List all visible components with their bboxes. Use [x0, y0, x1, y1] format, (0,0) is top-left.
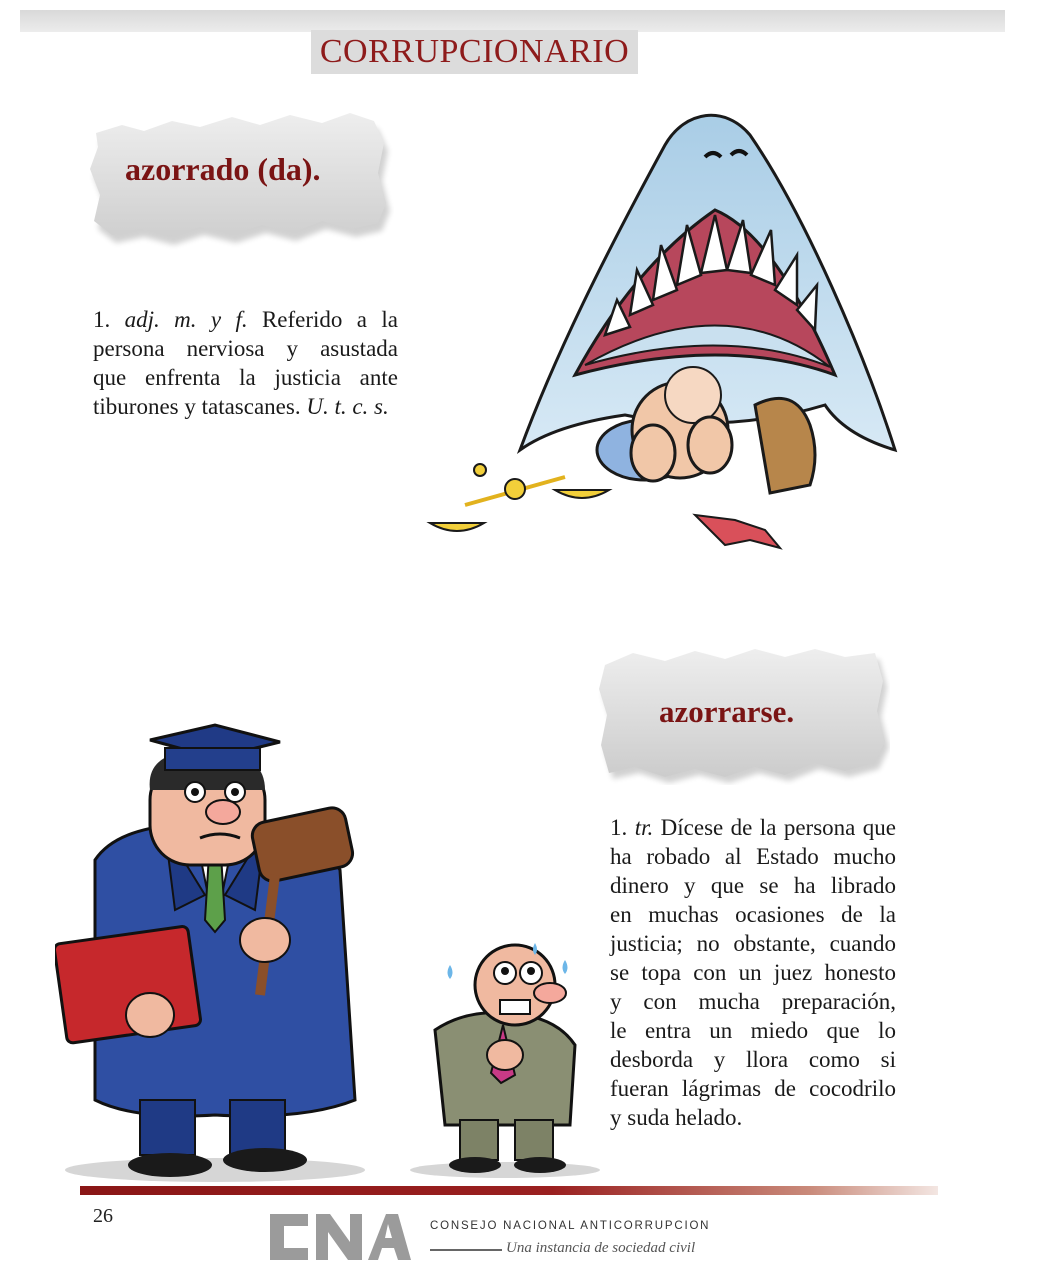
definition-text: y con mucha preparación,	[610, 989, 896, 1014]
definition-text: 1.	[93, 307, 125, 332]
page-header	[311, 30, 638, 74]
definition-line	[93, 305, 398, 334]
definition-line	[610, 1016, 896, 1045]
term-2: azorrarse.	[659, 694, 795, 729]
definition-line	[610, 813, 896, 842]
definition-text: Dícese de la persona que	[653, 815, 897, 840]
definition-text: le entra un miedo que lo	[610, 1018, 896, 1043]
definition-line	[93, 392, 398, 421]
definition-line	[610, 1045, 896, 1074]
tagline-divider	[430, 1249, 502, 1251]
definition-line	[610, 1074, 896, 1103]
footer-rule	[80, 1186, 938, 1195]
definition-text: se topa con un juez honesto	[610, 960, 896, 985]
cna-logo	[268, 1212, 413, 1262]
definition-line	[93, 363, 398, 392]
page-number: 26	[93, 1205, 113, 1227]
definition-2	[610, 813, 896, 1132]
definition-text: dinero y que se ha librado	[610, 873, 896, 898]
definition-line	[610, 842, 896, 871]
shark-illustration	[425, 105, 905, 555]
top-band	[20, 10, 1005, 32]
definition-text: tiburones y tatascanes.	[93, 394, 307, 419]
scared-man-illustration	[405, 935, 600, 1180]
definition-text: 1.	[610, 815, 635, 840]
definition-abbreviation: U. t. c. s.	[306, 394, 389, 419]
definition-abbreviation: tr.	[634, 815, 654, 840]
definition-text: ha robado al Estado mucho	[610, 844, 896, 869]
page-margin	[1005, 0, 1053, 1284]
tagline: Una instancia de sociedad civil	[506, 1240, 696, 1256]
definition-text: justicia; no obstante, cuando	[610, 931, 896, 956]
definition-line	[93, 334, 398, 363]
judge-illustration	[55, 720, 375, 1185]
definition-line	[610, 871, 896, 900]
council-name: CONSEJO NACIONAL ANTICORRUPCION	[430, 1220, 711, 1232]
definition-text: que enfrenta la justicia ante	[93, 365, 398, 390]
definition-text: desborda y llora como si	[610, 1047, 896, 1072]
definition-text: en muchas ocasiones de la	[610, 902, 896, 927]
definition-text: fueran lágrimas de cocodrilo	[610, 1076, 896, 1101]
definition-line	[610, 987, 896, 1016]
definition-text: Referido a la	[247, 307, 398, 332]
definition-1	[93, 305, 398, 421]
term-1: azorrado (da).	[125, 151, 321, 187]
definition-line	[610, 900, 896, 929]
definition-line	[610, 929, 896, 958]
definition-line	[610, 1103, 896, 1132]
definition-text: y suda helado.	[610, 1105, 743, 1130]
definition-abbreviation: adj. m. y f.	[124, 307, 248, 332]
page-title: CORRUPCIONARIO	[319, 33, 630, 70]
definition-line	[610, 958, 896, 987]
definition-text: persona nerviosa y asustada	[93, 336, 398, 361]
